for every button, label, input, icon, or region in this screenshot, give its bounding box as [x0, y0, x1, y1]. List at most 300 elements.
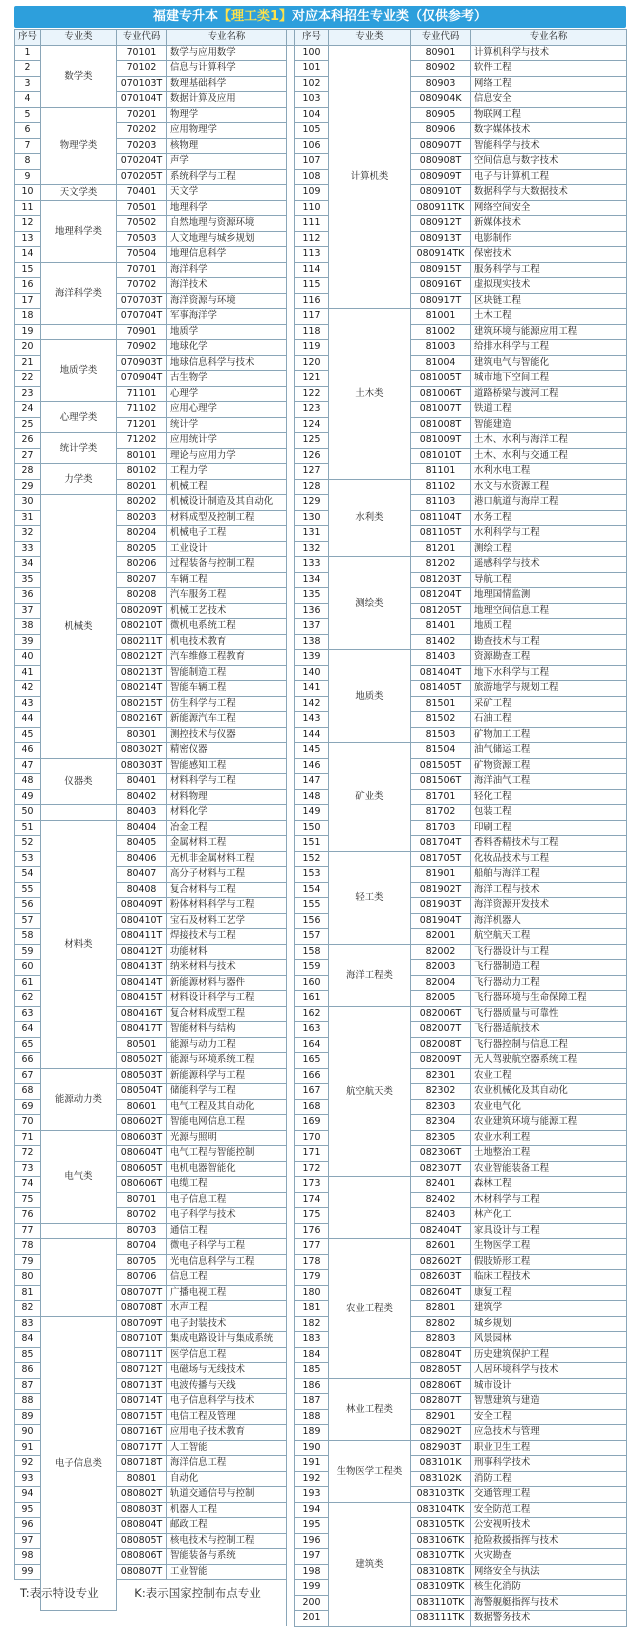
seq-cell: 114 [295, 262, 329, 278]
code-cell: 82301 [411, 1068, 471, 1084]
seq-cell: 19 [15, 324, 41, 340]
code-cell: 080213T [117, 665, 167, 681]
code-cell: 70701 [117, 262, 167, 278]
code-cell: 080603T [117, 1130, 167, 1146]
name-cell: 能源与动力工程 [167, 1037, 287, 1053]
seq-cell: 106 [295, 138, 329, 154]
name-cell: 农业电气化 [471, 1099, 627, 1115]
category-cell [41, 1223, 117, 1239]
seq-cell: 58 [15, 929, 41, 945]
name-cell: 集成电路设计与集成系统 [167, 1332, 287, 1348]
seq-cell: 190 [295, 1440, 329, 1456]
code-cell: 080803T [117, 1502, 167, 1518]
seq-cell: 173 [295, 1177, 329, 1193]
code-cell: 80206 [117, 557, 167, 573]
name-cell: 焊接技术与工程 [167, 929, 287, 945]
seq-cell: 156 [295, 913, 329, 929]
seq-cell: 120 [295, 355, 329, 371]
seq-cell: 133 [295, 557, 329, 573]
code-cell: 070903T [117, 355, 167, 371]
name-cell: 医学信息工程 [167, 1347, 287, 1363]
majors-table [14, 29, 626, 1627]
code-cell: 81403 [411, 650, 471, 666]
seq-cell: 153 [295, 867, 329, 883]
name-cell: 地球化学 [167, 340, 287, 356]
code-cell: 82303 [411, 1099, 471, 1115]
name-cell: 水声工程 [167, 1301, 287, 1317]
seq-cell: 95 [15, 1502, 41, 1518]
seq-cell: 65 [15, 1037, 41, 1053]
name-cell: 公安视听技术 [471, 1518, 627, 1534]
seq-cell: 90 [15, 1425, 41, 1441]
code-cell: 81702 [411, 805, 471, 821]
code-cell: 80902 [411, 61, 471, 77]
category-cell: 生物医学工程类 [329, 1440, 411, 1502]
code-cell: 70504 [117, 247, 167, 263]
code-cell: 080708T [117, 1301, 167, 1317]
category-cell: 物理学类 [41, 107, 117, 185]
seq-cell: 193 [295, 1487, 329, 1503]
code-cell: 081505T [411, 758, 471, 774]
code-cell: 081404T [411, 665, 471, 681]
code-cell: 082009T [411, 1053, 471, 1069]
table-row [15, 1068, 627, 1084]
seq-cell: 37 [15, 603, 41, 619]
code-cell: 082006T [411, 1006, 471, 1022]
seq-cell: 137 [295, 619, 329, 635]
code-cell: 080712T [117, 1363, 167, 1379]
code-cell: 081904T [411, 913, 471, 929]
name-cell: 冶金工程 [167, 820, 287, 836]
code-cell: 82302 [411, 1084, 471, 1100]
name-cell: 应用电子技术教育 [167, 1425, 287, 1441]
code-cell: 080907T [411, 138, 471, 154]
name-cell: 复合材料与工程 [167, 882, 287, 898]
seq-cell: 2 [15, 61, 41, 77]
name-cell: 铁道工程 [471, 402, 627, 418]
code-cell: 081902T [411, 882, 471, 898]
name-cell: 地球信息科学与技术 [167, 355, 287, 371]
name-cell: 软件工程 [471, 61, 627, 77]
seq-cell: 116 [295, 293, 329, 309]
seq-cell: 83 [15, 1316, 41, 1332]
code-cell: 082902T [411, 1425, 471, 1441]
seq-cell: 183 [295, 1332, 329, 1348]
name-cell: 工程力学 [167, 464, 287, 480]
code-cell: 80906 [411, 123, 471, 139]
code-cell: 81003 [411, 340, 471, 356]
code-cell: 080303T [117, 758, 167, 774]
code-cell: 81002 [411, 324, 471, 340]
seq-cell: 36 [15, 588, 41, 604]
seq-cell: 74 [15, 1177, 41, 1193]
name-cell: 微机电系统工程 [167, 619, 287, 635]
category-cell: 计算机类 [329, 45, 411, 309]
name-cell: 土木工程 [471, 309, 627, 325]
name-cell: 森林工程 [471, 1177, 627, 1193]
category-cell [329, 1177, 411, 1239]
seq-cell: 73 [15, 1161, 41, 1177]
name-cell: 数据计算及应用 [167, 92, 287, 108]
seq-cell: 39 [15, 634, 41, 650]
seq-cell: 96 [15, 1518, 41, 1534]
name-cell: 数理基础科学 [167, 76, 287, 92]
name-cell: 刑事科学技术 [471, 1456, 627, 1472]
name-cell: 信息与计算科学 [167, 61, 287, 77]
name-cell: 海洋资源开发技术 [471, 898, 627, 914]
name-cell: 城乡规划 [471, 1316, 627, 1332]
name-cell: 复合材料成型工程 [167, 1006, 287, 1022]
name-cell: 印刷工程 [471, 820, 627, 836]
seq-cell: 178 [295, 1254, 329, 1270]
seq-cell: 86 [15, 1363, 41, 1379]
seq-cell: 157 [295, 929, 329, 945]
name-cell: 数学与应用数学 [167, 45, 287, 61]
code-cell: 080908T [411, 154, 471, 170]
code-cell: 81201 [411, 541, 471, 557]
seq-cell: 11 [15, 200, 41, 216]
name-cell: 交通管理工程 [471, 1487, 627, 1503]
name-cell: 香料香精技术与工程 [471, 836, 627, 852]
name-cell: 农业水利工程 [471, 1130, 627, 1146]
code-cell: 82803 [411, 1332, 471, 1348]
name-cell: 地下水科学与工程 [471, 665, 627, 681]
name-cell: 人文地理与城乡规划 [167, 231, 287, 247]
code-cell: 81001 [411, 309, 471, 325]
seq-cell: 159 [295, 960, 329, 976]
code-cell: 081009T [411, 433, 471, 449]
code-cell: 081903T [411, 898, 471, 914]
code-cell: 080414T [117, 975, 167, 991]
code-cell: 80905 [411, 107, 471, 123]
name-cell: 建筑环境与能源应用工程 [471, 324, 627, 340]
name-cell: 生物医学工程 [471, 1239, 627, 1255]
name-cell: 消防工程 [471, 1471, 627, 1487]
code-cell: 080915T [411, 262, 471, 278]
category-cell [41, 324, 117, 340]
name-cell: 自然地理与资源环境 [167, 216, 287, 232]
name-cell: 海洋油气工程 [471, 774, 627, 790]
name-cell: 材料化学 [167, 805, 287, 821]
code-cell: 081704T [411, 836, 471, 852]
seq-cell: 53 [15, 851, 41, 867]
name-cell: 智能制造工程 [167, 665, 287, 681]
code-cell: 80208 [117, 588, 167, 604]
code-cell: 70203 [117, 138, 167, 154]
code-cell: 082806T [411, 1378, 471, 1394]
code-cell: 82401 [411, 1177, 471, 1193]
code-cell: 80204 [117, 526, 167, 542]
code-cell: 81103 [411, 495, 471, 511]
category-cell: 航空航天类 [329, 1006, 411, 1177]
header-seq: 序号 [295, 30, 329, 46]
seq-cell: 22 [15, 371, 41, 387]
name-cell: 建筑电气与智能化 [471, 355, 627, 371]
seq-cell: 35 [15, 572, 41, 588]
code-cell: 82601 [411, 1239, 471, 1255]
note-special: T:表示特设专业 [20, 1586, 99, 1600]
seq-cell: 196 [295, 1533, 329, 1549]
seq-cell: 192 [295, 1471, 329, 1487]
code-cell: 080412T [117, 944, 167, 960]
name-cell: 新媒体技术 [471, 216, 627, 232]
seq-cell: 194 [295, 1502, 329, 1518]
header-category: 专业类 [41, 30, 117, 46]
name-cell: 农业机械化及其自动化 [471, 1084, 627, 1100]
table-row [15, 433, 627, 449]
category-cell: 心理学类 [41, 402, 117, 433]
code-cell: 083106TK [411, 1533, 471, 1549]
seq-cell: 84 [15, 1332, 41, 1348]
name-cell: 油气储运工程 [471, 743, 627, 759]
column-gap [287, 45, 295, 1626]
code-cell: 70401 [117, 185, 167, 201]
name-cell: 金属材料工程 [167, 836, 287, 852]
seq-cell: 45 [15, 727, 41, 743]
seq-cell: 21 [15, 355, 41, 371]
seq-cell: 129 [295, 495, 329, 511]
name-cell: 网络空间安全 [471, 200, 627, 216]
name-cell: 轻化工程 [471, 789, 627, 805]
code-cell: 081007T [411, 402, 471, 418]
category-cell [41, 805, 117, 821]
category-cell: 矿业类 [329, 743, 411, 852]
name-cell: 微电子科学与工程 [167, 1239, 287, 1255]
code-cell: 81101 [411, 464, 471, 480]
seq-cell: 70 [15, 1115, 41, 1131]
code-cell: 70102 [117, 61, 167, 77]
name-cell: 声学 [167, 154, 287, 170]
category-cell: 能源动力类 [41, 1068, 117, 1130]
header-code: 专业代码 [117, 30, 167, 46]
code-cell: 080713T [117, 1378, 167, 1394]
code-cell: 80402 [117, 789, 167, 805]
name-cell: 地理国情监测 [471, 588, 627, 604]
seq-cell: 162 [295, 1006, 329, 1022]
name-cell: 勘查技术与工程 [471, 634, 627, 650]
name-cell: 数字媒体技术 [471, 123, 627, 139]
name-cell: 邮政工程 [167, 1518, 287, 1534]
code-cell: 81701 [411, 789, 471, 805]
code-cell: 080707T [117, 1285, 167, 1301]
seq-cell: 140 [295, 665, 329, 681]
name-cell: 地质学 [167, 324, 287, 340]
code-cell: 080916T [411, 278, 471, 294]
seq-cell: 43 [15, 696, 41, 712]
name-cell: 光电信息科学与工程 [167, 1254, 287, 1270]
seq-cell: 161 [295, 991, 329, 1007]
seq-cell: 152 [295, 851, 329, 867]
name-cell: 机械设计制造及其自动化 [167, 495, 287, 511]
seq-cell: 103 [295, 92, 329, 108]
code-cell: 082903T [411, 1440, 471, 1456]
seq-cell: 87 [15, 1378, 41, 1394]
name-cell: 城市地下空间工程 [471, 371, 627, 387]
seq-cell: 68 [15, 1084, 41, 1100]
code-cell: 080605T [117, 1161, 167, 1177]
seq-cell: 166 [295, 1068, 329, 1084]
code-cell: 080411T [117, 929, 167, 945]
code-cell: 080214T [117, 681, 167, 697]
name-cell: 海警舰艇指挥与技术 [471, 1595, 627, 1611]
name-cell: 新能源科学与工程 [167, 1068, 287, 1084]
seq-cell: 186 [295, 1378, 329, 1394]
name-cell: 智能装备与系统 [167, 1549, 287, 1565]
seq-cell: 80 [15, 1270, 41, 1286]
name-cell: 火灾勘查 [471, 1549, 627, 1565]
name-cell: 木材科学与工程 [471, 1192, 627, 1208]
code-cell: 80901 [411, 45, 471, 61]
name-cell: 石油工程 [471, 712, 627, 728]
code-cell: 080807T [117, 1564, 167, 1580]
seq-cell: 49 [15, 789, 41, 805]
seq-cell: 151 [295, 836, 329, 852]
category-cell: 电子信息类 [41, 1316, 117, 1611]
seq-cell: 77 [15, 1223, 41, 1239]
seq-cell: 132 [295, 541, 329, 557]
seq-cell: 20 [15, 340, 41, 356]
seq-cell: 79 [15, 1254, 41, 1270]
seq-cell: 143 [295, 712, 329, 728]
code-cell: 070204T [117, 154, 167, 170]
code-cell: 80701 [117, 1192, 167, 1208]
seq-cell: 112 [295, 231, 329, 247]
code-cell: 70202 [117, 123, 167, 139]
code-cell: 80407 [117, 867, 167, 883]
seq-cell: 148 [295, 789, 329, 805]
name-cell: 智能建造 [471, 417, 627, 433]
category-cell: 力学类 [41, 464, 117, 495]
code-cell: 070104T [117, 92, 167, 108]
name-cell: 地质工程 [471, 619, 627, 635]
seq-cell: 64 [15, 1022, 41, 1038]
code-cell: 080805T [117, 1533, 167, 1549]
name-cell: 网络安全与执法 [471, 1564, 627, 1580]
category-cell: 测绘类 [329, 557, 411, 650]
code-cell: 71202 [117, 433, 167, 449]
code-cell: 081203T [411, 572, 471, 588]
name-cell: 地理信息科学 [167, 247, 287, 263]
seq-cell: 78 [15, 1239, 41, 1255]
name-cell: 海洋科学 [167, 262, 287, 278]
seq-cell: 141 [295, 681, 329, 697]
seq-cell: 111 [295, 216, 329, 232]
name-cell: 材料成型及控制工程 [167, 510, 287, 526]
code-cell: 81402 [411, 634, 471, 650]
category-cell: 机械类 [41, 495, 117, 759]
seq-cell: 130 [295, 510, 329, 526]
code-cell: 070904T [117, 371, 167, 387]
name-cell: 海洋机器人 [471, 913, 627, 929]
table-row [15, 464, 627, 480]
code-cell: 070103T [117, 76, 167, 92]
seq-cell: 54 [15, 867, 41, 883]
name-cell: 土地整治工程 [471, 1146, 627, 1162]
table-row [15, 324, 627, 340]
seq-cell: 33 [15, 541, 41, 557]
seq-cell: 180 [295, 1285, 329, 1301]
seq-cell: 32 [15, 526, 41, 542]
column-gap [287, 30, 295, 46]
name-cell: 飞行器设计与工程 [471, 944, 627, 960]
name-cell: 系统科学与工程 [167, 169, 287, 185]
name-cell: 功能材料 [167, 944, 287, 960]
name-cell: 智慧建筑与建造 [471, 1394, 627, 1410]
code-cell: 080804T [117, 1518, 167, 1534]
name-cell: 应用统计学 [167, 433, 287, 449]
seq-cell: 172 [295, 1161, 329, 1177]
code-cell: 082306T [411, 1146, 471, 1162]
code-cell: 82801 [411, 1301, 471, 1317]
code-cell: 80703 [117, 1223, 167, 1239]
name-cell: 统计学 [167, 417, 287, 433]
name-cell: 粉体材料科学与工程 [167, 898, 287, 914]
seq-cell: 131 [295, 526, 329, 542]
code-cell: 70902 [117, 340, 167, 356]
seq-cell: 46 [15, 743, 41, 759]
name-cell: 物理学 [167, 107, 287, 123]
name-cell: 人工智能 [167, 1440, 287, 1456]
code-cell: 080710T [117, 1332, 167, 1348]
code-cell: 082007T [411, 1022, 471, 1038]
name-cell: 土木、水利与海洋工程 [471, 433, 627, 449]
name-cell: 包装工程 [471, 805, 627, 821]
table-row [15, 805, 627, 821]
name-cell: 地理科学 [167, 200, 287, 216]
name-cell: 抢险救援指挥与技术 [471, 1533, 627, 1549]
name-cell: 材料设计科学与工程 [167, 991, 287, 1007]
category-cell: 土木类 [329, 309, 411, 480]
seq-cell: 89 [15, 1409, 41, 1425]
name-cell: 康复工程 [471, 1285, 627, 1301]
seq-cell: 147 [295, 774, 329, 790]
seq-cell: 12 [15, 216, 41, 232]
seq-cell: 104 [295, 107, 329, 123]
code-cell: 082804T [411, 1347, 471, 1363]
name-cell: 历史建筑保护工程 [471, 1347, 627, 1363]
seq-cell: 110 [295, 200, 329, 216]
code-cell: 80801 [117, 1471, 167, 1487]
seq-cell: 113 [295, 247, 329, 263]
seq-cell: 7 [15, 138, 41, 154]
code-cell: 80706 [117, 1270, 167, 1286]
name-cell: 精密仪器 [167, 743, 287, 759]
category-cell: 海洋科学类 [41, 262, 117, 324]
name-cell: 保密技术 [471, 247, 627, 263]
code-cell: 82304 [411, 1115, 471, 1131]
seq-cell: 16 [15, 278, 41, 294]
seq-cell: 179 [295, 1270, 329, 1286]
seq-cell: 41 [15, 665, 41, 681]
name-cell: 电子信息科学与技术 [167, 1394, 287, 1410]
name-cell: 机器人工程 [167, 1502, 287, 1518]
seq-cell: 24 [15, 402, 41, 418]
name-cell: 电信工程及管理 [167, 1409, 287, 1425]
category-cell: 地理科学类 [41, 200, 117, 262]
code-cell: 081005T [411, 371, 471, 387]
name-cell: 飞行器动力工程 [471, 975, 627, 991]
code-cell: 083108TK [411, 1564, 471, 1580]
code-cell: 081010T [411, 448, 471, 464]
code-cell: 083110TK [411, 1595, 471, 1611]
code-cell: 82005 [411, 991, 471, 1007]
category-cell: 材料类 [41, 820, 117, 1068]
name-cell: 光源与照明 [167, 1130, 287, 1146]
seq-cell: 123 [295, 402, 329, 418]
code-cell: 080302T [117, 743, 167, 759]
category-cell: 农业工程类 [329, 1239, 411, 1379]
seq-cell: 149 [295, 805, 329, 821]
